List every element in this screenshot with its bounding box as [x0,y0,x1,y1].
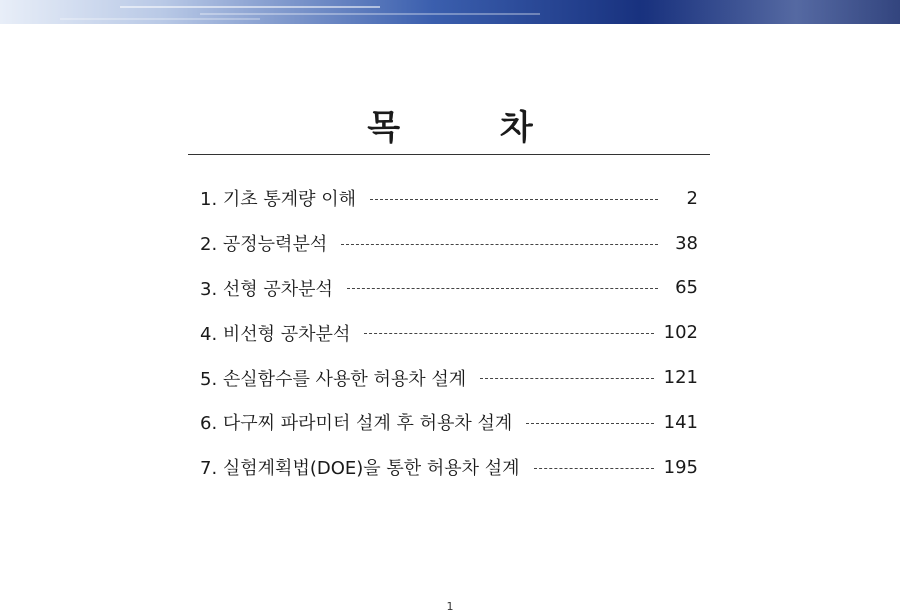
toc-entry[interactable] [200,221,698,266]
toc-entry[interactable] [200,445,698,490]
toc-entry-label: 7. 실험계획법(DOE)을 통한 허용차 설계 [200,458,520,480]
toc-entry[interactable] [200,310,698,355]
page-title: 목 차 [367,108,577,148]
toc-entry-label: 6. 다구찌 파라미터 설계 후 허용차 설계 [200,413,513,435]
toc-entry[interactable] [200,400,698,445]
table-of-contents [200,176,698,490]
header-banner [0,0,900,24]
toc-leader-dots [347,288,658,289]
toc-leader-dots [341,244,658,245]
toc-entry-label: 1. 기초 통계량 이해 [200,189,357,211]
toc-entry-page: 141 [663,411,698,433]
toc-entry[interactable] [200,266,698,311]
page-number: 1 [446,600,454,613]
toc-leader-dots [534,468,654,469]
toc-entry-page: 38 [675,232,698,254]
toc-entry-label: 2. 공정능력분석 [200,234,328,256]
toc-leader-dots [480,378,654,379]
toc-entry-label: 4. 비선형 공차분석 [200,323,351,345]
toc-entry[interactable] [200,355,698,400]
toc-entry-page: 65 [675,277,698,299]
toc-entry-page: 2 [686,187,698,209]
toc-leader-dots [370,199,658,200]
toc-entry-label: 5. 손실함수를 사용한 허용차 설계 [200,368,467,390]
toc-leader-dots [526,423,653,424]
toc-entry-page: 102 [663,322,698,344]
title-divider [188,154,710,155]
toc-entry-label: 3. 선형 공차분석 [200,278,333,300]
toc-entry-page: 195 [663,456,698,478]
toc-entry-page: 121 [663,367,698,389]
toc-leader-dots [364,333,653,334]
toc-entry[interactable] [200,176,698,221]
